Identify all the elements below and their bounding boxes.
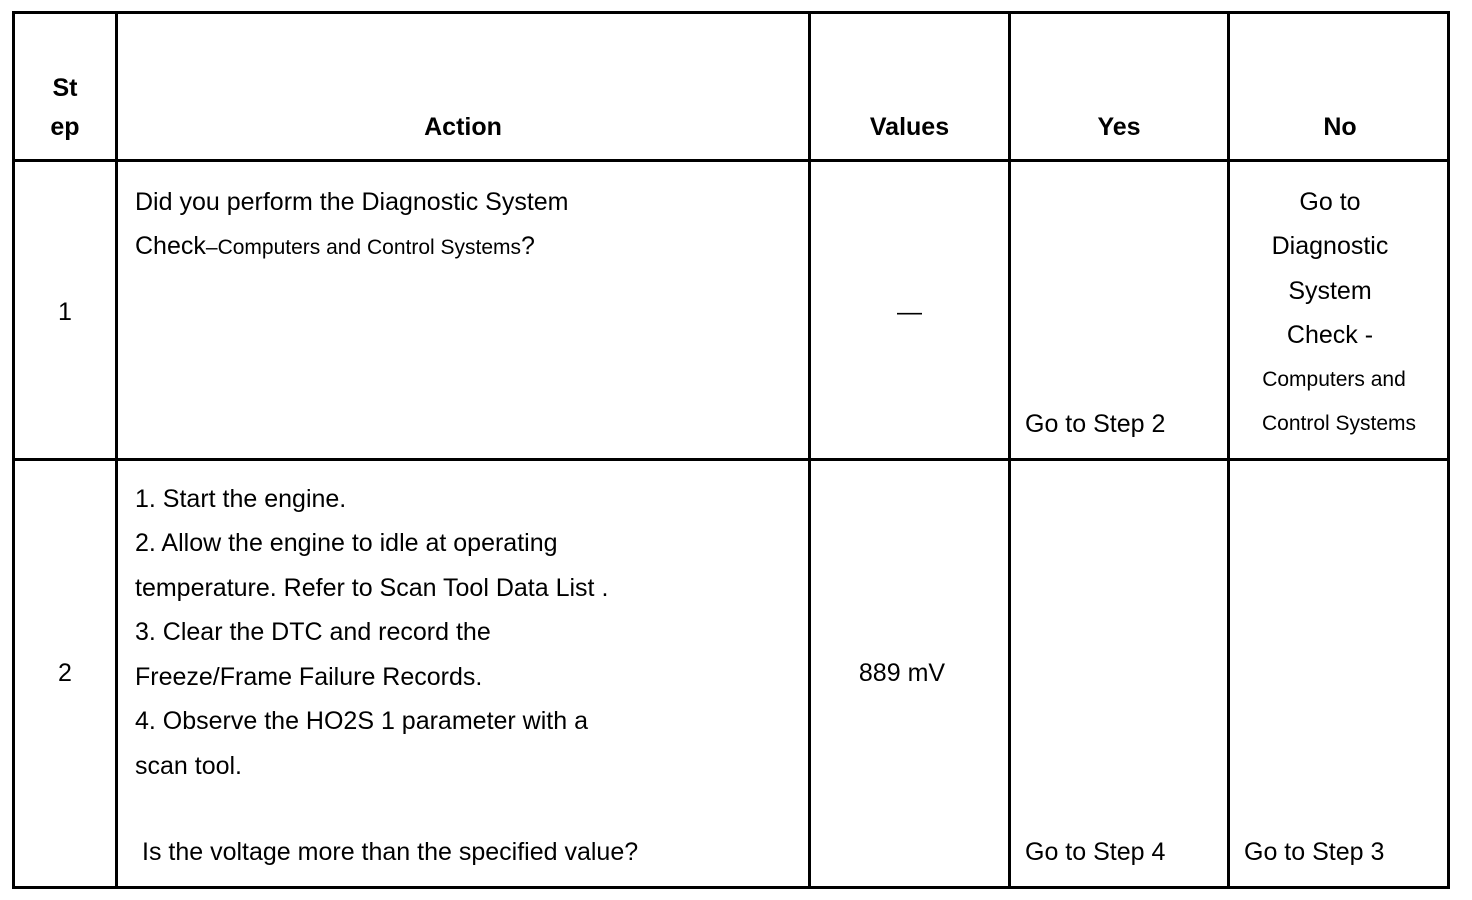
column-divider [115, 14, 118, 886]
header-values: Values [869, 113, 950, 141]
no-result: Go to Step 3 [1244, 838, 1385, 866]
row-divider [15, 458, 1447, 461]
column-divider [808, 14, 811, 886]
no-result-line: Control Systems [1261, 412, 1417, 435]
action-text: Freeze/Frame Failure Records. [135, 663, 483, 691]
action-text: 1. Start the engine. [135, 485, 347, 513]
no-result-line: Go to [1299, 188, 1361, 216]
specified-value: 889 mV [858, 659, 946, 687]
diagnostic-table [12, 11, 1450, 889]
action-text: 4. Observe the HO2S 1 parameter with a [135, 707, 588, 735]
no-result-line: Check - [1286, 321, 1374, 349]
specified-value: — [897, 298, 922, 326]
action-text: Check–Computers and Control Systems? [135, 232, 535, 260]
action-text: 2. Allow the engine to idle at operating [135, 529, 558, 557]
action-text: scan tool. [135, 752, 243, 780]
header-step-line1: St [52, 74, 78, 102]
yes-result: Go to Step 4 [1025, 838, 1166, 866]
action-question: Is the voltage more than the specified value? [142, 838, 639, 866]
no-result-line: Diagnostic [1271, 232, 1389, 260]
action-text: 3. Clear the DTC and record the [135, 618, 491, 646]
no-result-line: Computers and [1262, 368, 1406, 391]
action-text: Did you perform the Diagnostic System [135, 188, 569, 216]
action-text: temperature. Refer to Scan Tool Data List . [135, 574, 609, 602]
header-action: Action [424, 113, 502, 141]
row-divider [15, 159, 1447, 162]
header-step-line2: ep [50, 113, 80, 141]
column-divider [1227, 14, 1230, 886]
step-number: 2 [58, 659, 72, 687]
step-number: 1 [58, 298, 72, 326]
header-yes: Yes [1097, 113, 1141, 141]
no-result-line: System [1288, 277, 1372, 305]
column-divider [1008, 14, 1011, 886]
header-no: No [1323, 113, 1357, 141]
yes-result: Go to Step 2 [1025, 410, 1166, 438]
